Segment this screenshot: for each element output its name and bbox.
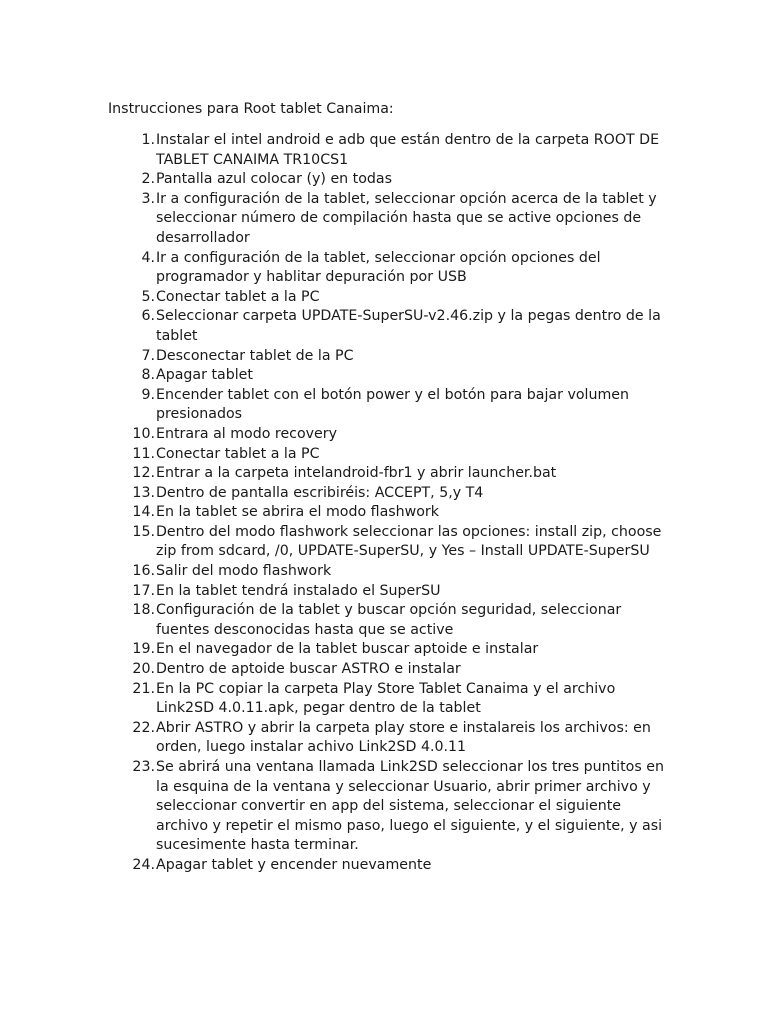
list-item: [108, 660, 668, 680]
step-text: Dentro del modo flashwork seleccionar las opciones: install zip, choose zip from sdcard, /0, UPDATE-SuperSU, y Yes – Install UPDATE-SuperSU: [156, 523, 662, 560]
list-item: [108, 856, 668, 876]
step-number: 5.: [141, 288, 155, 305]
step-text: Apagar tablet y encender nuevamente: [156, 856, 432, 873]
step-text: En la PC copiar la carpeta Play Store Tablet Canaima y el archivo Link2SD 4.0.11.apk, pegar dentro de la tablet: [156, 680, 616, 717]
step-text: Conectar tablet a la PC: [156, 445, 320, 462]
step-number: 10.: [132, 425, 155, 442]
step-number: 9.: [141, 386, 155, 403]
step-text: Apagar tablet: [156, 367, 253, 384]
step-number: 24.: [132, 856, 155, 873]
step-number: 15.: [132, 523, 155, 540]
list-item: [108, 347, 668, 367]
step-text: Dentro de aptoide buscar ASTRO e instalar: [156, 661, 461, 678]
list-item: [108, 562, 668, 582]
list-item: [108, 758, 668, 856]
step-text: Ir a configuración de la tablet, seleccionar opción acerca de la tablet y seleccionar número de compilación hasta que se active opciones de desarrollador: [156, 190, 657, 246]
step-number: 20.: [132, 661, 155, 678]
step-number: 3.: [141, 190, 155, 207]
step-text: Encender tablet con el botón power y el botón para bajar volumen presionados: [156, 386, 629, 423]
list-item: [108, 719, 668, 758]
step-number: 13.: [132, 484, 155, 501]
list-item: [108, 680, 668, 719]
list-item: [108, 484, 668, 504]
list-item: [108, 307, 668, 346]
list-item: [108, 601, 668, 640]
step-number: 7.: [141, 347, 155, 364]
list-item: [108, 464, 668, 484]
list-item: [108, 425, 668, 445]
step-number: 8.: [141, 367, 155, 384]
step-text: En la tablet se abrira el modo flashwork: [156, 504, 439, 521]
step-text: Conectar tablet a la PC: [156, 288, 320, 305]
instruction-list: [108, 131, 668, 876]
step-text: Entrar a la carpeta intelandroid-fbr1 y abrir launcher.bat: [156, 465, 557, 482]
step-text: Configuración de la tablet y buscar opción seguridad, seleccionar fuentes desconocidas hasta que se active: [156, 602, 622, 638]
step-number: 11.: [132, 445, 155, 462]
step-number: 14.: [132, 504, 155, 521]
list-item: [108, 582, 668, 602]
step-text: Se abrirá una ventana llamada Link2SD seleccionar los tres puntitos en la esquina de la ventana y seleccionar Usuario, abrir primer archivo y seleccionar convertir en app del sistema, seleccionar el siguiente archivo y repetir el mismo paso, luego el siguiente, y el siguiente, y asi sucesimente hasta terminar.: [156, 759, 664, 854]
step-number: 17.: [132, 582, 155, 599]
list-item: [108, 249, 668, 288]
list-item: [108, 190, 668, 249]
step-number: 21.: [132, 680, 155, 697]
list-item: [108, 366, 668, 386]
step-number: 22.: [132, 719, 155, 736]
step-text: Salir del modo flashwork: [156, 563, 332, 580]
step-text: Dentro de pantalla escribiréis: ACCEPT, 5,y T4: [156, 484, 484, 501]
step-text: Entrara al modo recovery: [156, 425, 338, 442]
step-text: Abrir ASTRO y abrir la carpeta play store e instalareis los archivos: en orden, luego instalar achivo Link2SD 4.0.11: [156, 719, 651, 756]
step-number: 2.: [141, 171, 155, 188]
step-number: 16.: [132, 563, 155, 580]
step-number: 19.: [132, 641, 155, 658]
step-text: Ir a configuración de la tablet, seleccionar opción opciones del programador y hablitar depuración por USB: [156, 249, 601, 286]
list-item: [108, 640, 668, 660]
step-text: Desconectar tablet de la PC: [156, 347, 354, 364]
step-text: En el navegador de la tablet buscar aptoide e instalar: [156, 641, 539, 658]
step-text: Pantalla azul colocar (y) en todas: [156, 171, 393, 188]
step-number: 12.: [132, 465, 155, 482]
document-title: Instrucciones para Root tablet Canaima:: [108, 101, 394, 117]
step-number: 18.: [132, 602, 155, 619]
step-number: 6.: [141, 308, 155, 325]
list-item: [108, 288, 668, 308]
step-number: 23.: [132, 759, 155, 775]
step-text: Seleccionar carpeta UPDATE-SuperSU-v2.46.zip y la pegas dentro de la tablet: [156, 308, 661, 344]
step-text: En la tablet tendrá instalado el SuperSU: [156, 582, 441, 599]
list-item: [108, 131, 668, 170]
list-item: [108, 170, 668, 190]
list-item: [108, 386, 668, 425]
list-item: [108, 503, 668, 523]
list-item: [108, 445, 668, 465]
step-number: 1.: [141, 132, 155, 148]
list-item: [108, 523, 668, 562]
step-text: Instalar el intel android e adb que están dentro de la carpeta ROOT DE TABLET CANAIMA TR10CS1: [156, 132, 660, 168]
step-number: 4.: [141, 249, 155, 266]
